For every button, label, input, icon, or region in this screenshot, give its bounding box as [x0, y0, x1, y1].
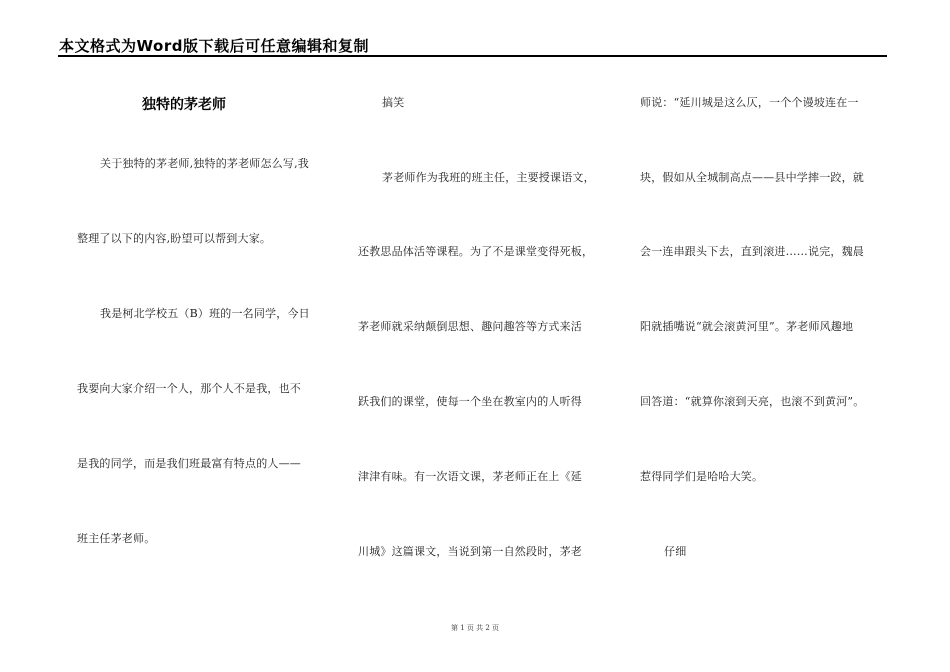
- col1-line-6: 班主任茅老师。: [77, 532, 156, 545]
- col2-line-3: 还教思品体活等课程。为了不是课堂变得死板，: [358, 245, 594, 258]
- col2-line-2: 茅老师作为我班的班主任，主要授课语文，: [382, 171, 595, 184]
- document-title: 独特的茅老师: [142, 97, 226, 113]
- col3-line-6: 惹得同学们是哈哈大笑。: [640, 470, 764, 483]
- col1-line-1: 关于独特的茅老师,独特的茅老师怎么写,我: [100, 157, 309, 170]
- col2-line-6: 津津有味。有一次语文课，茅老师正在上《延: [358, 470, 582, 483]
- col3-line-1: 师说：“延川城是这么仄，一个个谩坡连在一: [640, 96, 859, 109]
- header-divider: [58, 55, 887, 57]
- page-number: 第 1 页 共 2 页: [450, 624, 500, 632]
- col3-line-2: 块，假如从全城制高点——县中学摔一跤，就: [640, 171, 864, 184]
- col2-line-4: 茅老师就采纳颠倒思想、趣问趣答等方式来活: [358, 320, 582, 333]
- col2-line-7: 川城》这篇课文，当说到第一自然段时，茅老: [358, 545, 582, 558]
- col3-line-3: 会一连串跟头下去，直到滚进……说完，魏晨: [640, 245, 864, 258]
- col1-line-3: 我是柯北学校五（B）班的一名同学，今日: [100, 307, 310, 320]
- col3-line-7: 仔细: [664, 545, 687, 558]
- col1-line-5: 是我的同学，而是我们班最富有特点的人——: [77, 457, 301, 470]
- col2-line-1: 搞笑: [382, 96, 405, 109]
- col3-line-5: 回答道：“就算你滚到天亮，也滚不到黄河”。: [640, 395, 865, 408]
- header-title: 本文格式为Word版下载后可任意编辑和复制: [59, 37, 369, 55]
- col3-line-4: 阳就插嘴说“就会滚黄河里”。茅老师风趣地: [640, 320, 854, 333]
- col2-line-5: 跃我们的课堂，使每一个坐在教室内的人听得: [358, 395, 582, 408]
- col1-line-4: 我要向大家介绍一个人，那个人不是我，也不: [77, 382, 301, 395]
- col1-line-2: 整理了以下的内容,盼望可以帮到大家。: [77, 232, 272, 245]
